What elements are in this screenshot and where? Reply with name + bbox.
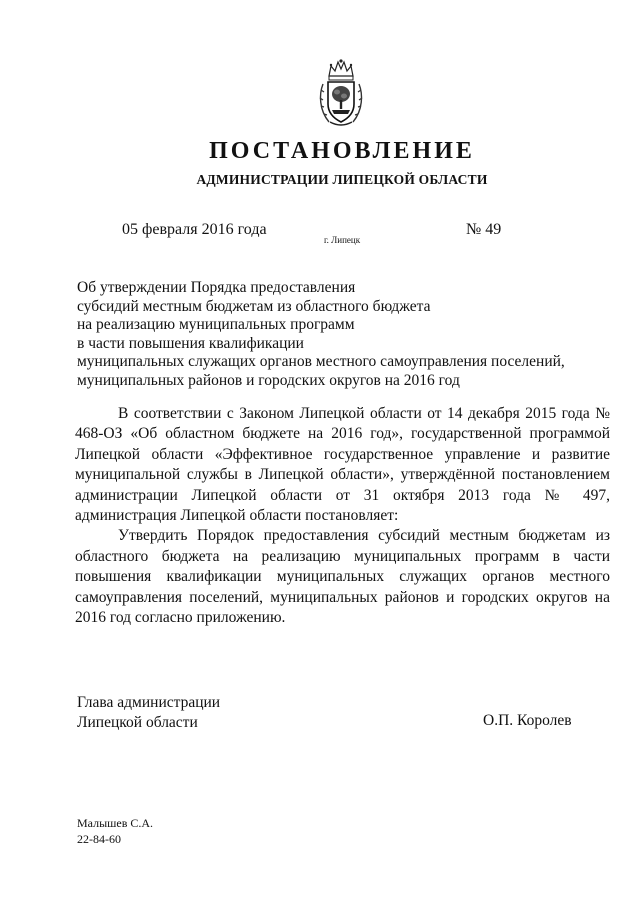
issuing-authority: АДМИНИСТРАЦИИ ЛИПЕЦКОЙ ОБЛАСТИ [196, 172, 488, 187]
signatory-name: О.П. Королев [483, 712, 572, 729]
subject-line: на реализацию муниципальных программ [77, 316, 355, 334]
executor-info [77, 815, 153, 847]
subject-line: муниципальных районов и городских округов на 2016 год [77, 371, 460, 389]
document-date: 05 февраля 2016 года [122, 221, 267, 238]
subject-line: муниципальных служащих органов местного самоуправления поселений, [77, 353, 565, 371]
signatory-position [77, 693, 220, 732]
document-title: ПОСТАНОВЛЕНИЕ [209, 138, 475, 164]
signatory-position-line: Глава администрации [77, 694, 221, 711]
document-city: г. Липецк [324, 235, 361, 245]
body-paragraph: В соответствии с Законом Липецкой области от 14 декабря 2015 года № 468-ОЗ «Об областном бюджете на 2016 год», государственной программой Липецкой области «Эффективное государственное управление и развитие муниципальной службы в Липецкой области», утверждённой постановлением администрации Липецкой области от 31 октября 2013 года № 497, администрация Липецкой области постановляет: [75, 405, 610, 525]
document-subject [77, 279, 597, 391]
document-body [75, 404, 610, 628]
signatory-position-line: Липецкой области [77, 713, 198, 731]
executor-name: Малышев С.А. [77, 816, 154, 830]
executor-phone: 22-84-60 [77, 832, 121, 846]
subject-line: в части повышения квалификации [77, 334, 304, 352]
document-number: № 49 [466, 221, 502, 238]
body-paragraph: Утвердить Порядок предоставления субсидий местным бюджетам из областного бюджета на реализацию муниципальных программ в части повышения квалификации муниципальных служащих органов местного самоуправления поселений, муниципальных районов и городских округов на 2016 год согласно приложению. [75, 527, 610, 627]
subject-line: Об утверждении Порядка предоставления [77, 279, 356, 296]
subject-line: субсидий местным бюджетам из областного бюджета [77, 297, 431, 315]
lipetsk-coat-of-arms-icon [317, 58, 365, 130]
